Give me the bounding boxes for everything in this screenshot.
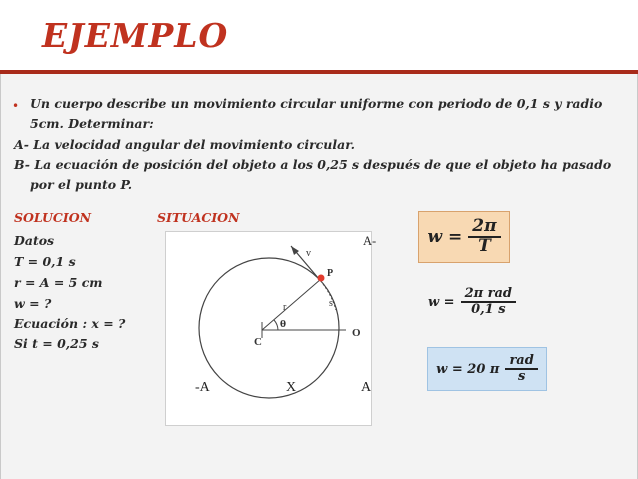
- formula-2-fraction: [461, 287, 516, 316]
- bullet-icon: •: [12, 99, 20, 113]
- label-s: s: [329, 298, 333, 309]
- a-marker: A-: [363, 234, 377, 248]
- part-b-line-1: B- La ecuación de posición del objeto a los 0,25 s después de que el objeto ha pasado: [14, 157, 612, 172]
- label-o: O: [352, 327, 361, 339]
- data-line-1: T = 0,1 s: [14, 254, 76, 269]
- title-area: [0, 0, 638, 72]
- axis-label-neg-a: -A: [195, 380, 210, 395]
- formula-2-lhs: w =: [427, 294, 455, 310]
- circle-figure: [166, 232, 371, 425]
- label-v: v: [306, 248, 311, 259]
- formula-3-fraction: [505, 354, 537, 383]
- label-c: C: [254, 336, 262, 348]
- data-line-3: w = ?: [14, 296, 52, 311]
- data-line-2: r = A = 5 cm: [14, 275, 103, 290]
- formula-omega-substituted: [416, 281, 528, 323]
- formula-3-den: s: [517, 369, 526, 384]
- formula-omega-result: [427, 347, 547, 391]
- formula-2-num: 2π rad: [461, 287, 516, 303]
- formula-3-lhs: w = 20 π: [436, 361, 500, 377]
- data-line-0: Datos: [14, 233, 55, 248]
- slide-title: EJEMPLO: [42, 16, 229, 55]
- part-b-line-2: por el punto P.: [30, 177, 133, 192]
- problem-line-2: 5cm. Determinar:: [30, 116, 154, 131]
- formula-1-fraction: [468, 218, 500, 256]
- part-a: A- La velocidad angular del movimiento circular.: [14, 137, 356, 152]
- formula-1-num: 2π: [468, 218, 500, 238]
- circular-motion-diagram: [165, 231, 372, 426]
- formula-1-lhs: w =: [427, 227, 463, 247]
- formula-2-den: 0,1 s: [471, 302, 506, 317]
- data-line-4: Ecuación : x = ?: [14, 316, 126, 331]
- label-p: P: [327, 268, 334, 279]
- solution-heading: SOLUCION: [14, 210, 92, 225]
- formula-3-num: rad: [505, 354, 537, 370]
- problem-line-1: Un cuerpo describe un movimiento circular uniforme con periodo de 0,1 s y radio: [30, 96, 603, 111]
- formula-1-den: T: [478, 236, 491, 256]
- axis-label-a: A: [361, 380, 372, 395]
- situation-heading: SITUACION: [157, 210, 240, 225]
- label-theta: θ: [280, 320, 287, 330]
- formula-omega-period: [418, 211, 510, 263]
- label-r: r: [283, 302, 287, 313]
- data-line-5: Si t = 0,25 s: [14, 336, 99, 351]
- axis-label-x: X: [286, 380, 297, 395]
